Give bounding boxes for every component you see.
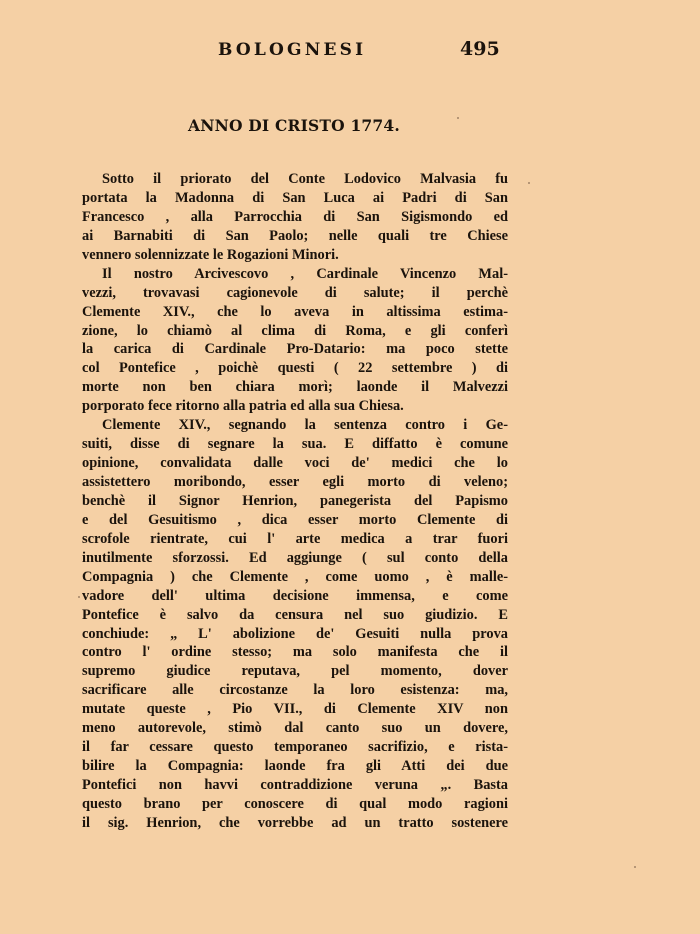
body-text [82,170,508,833]
text-line: Clemente XIV., segnando la sentenza contro i Ge- [102,417,508,434]
text-line: vennero solennizzate le Rogazioni Minori. [82,246,339,263]
text-line: Clemente XIV., che lo aveva in altissima estima- [82,303,508,320]
section-title: ANNO DI CRISTO 1774. [188,116,400,135]
text-line: scrofole rientrate, cui l' arte medica a trar fuori [82,530,508,547]
text-line: opinione, convalidata dalle voci de' medici che lo [82,455,508,472]
text-line: ai Barnabiti di San Paolo; nelle quali tre Chiese [82,227,508,244]
text-line: Compagnia ) che Clemente , come uomo , è malle- [82,568,508,585]
text-line: zione, lo chiamò al clima di Roma, e gli conferì [82,322,508,339]
running-title: BOLOGNESI [218,40,367,60]
paper-speck [634,866,636,868]
text-line: Il nostro Arcivescovo , Cardinale Vincenzo Mal- [102,265,508,282]
text-line: il sig. Henrion, che vorrebbe ad un tratto sostenere [82,814,508,831]
text-line: vadore dell' ultima decisione immensa, e come [82,587,508,604]
text-line: Pontefice è salvo da censura nel suo giudizio. E [82,606,508,623]
text-line: conchiude: „ L' abolizione de' Gesuiti nulla prova [82,625,508,642]
text-line: inutilmente sforzossi. Ed aggiunge ( sul conto della [82,549,508,566]
text-line: porporato fece ritorno alla patria ed alla sua Chiesa. [82,398,404,415]
text-line: col Pontefice , poichè questi ( 22 settembre ) di [82,360,508,377]
text-line: la carica di Cardinale Pro-Datario: ma poco stette [82,341,508,358]
text-line: sacrificare alle circostanze la loro esistenza: ma, [82,682,508,699]
text-line: questo brano per conoscere di qual modo ragioni [82,795,508,812]
text-line: supremo giudice reputava, pel momento, dover [82,663,508,680]
text-line: contro l' ordine stesso; ma solo manifesta che il [82,644,508,661]
text-line: vezzi, trovavasi cagionevole di salute; il perchè [82,284,508,301]
text-line: Sotto il priorato del Conte Lodovico Malvasia fu [102,171,508,187]
text-line: Pontefici non havvi contraddizione veruna „. Basta [82,777,508,793]
text-line: benchè il Signor Henrion, panegerista del Papismo [82,492,508,509]
paper-speck [528,182,530,184]
text-line: mutate queste , Pio VII., di Clemente XIV non [82,701,508,718]
text-line: bilire la Compagnia: laonde fra gli Atti dei due [82,758,508,775]
text-line: assistettero moribondo, esser egli morto di veleno; [82,474,508,490]
text-line: Francesco , alla Parrocchia di San Sigismondo ed [82,208,508,225]
text-line: meno autorevole, stimò dal canto suo un dovere, [82,720,508,737]
text-line: morte non ben chiara morì; laonde il Malvezzi [82,379,508,396]
text-line: suiti, disse di segnare la sua. E diffatto è comune [82,436,508,453]
text-line: portata la Madonna di San Luca ai Padri di San [82,189,508,206]
page-number: 495 [460,38,500,60]
text-line: e del Gesuitismo , dica esser morto Clemente di [82,511,508,528]
paper-speck [457,117,459,119]
text-line: il far cessare questo temporaneo sacrifizio, e rista- [82,739,508,756]
paper-speck [78,596,80,598]
